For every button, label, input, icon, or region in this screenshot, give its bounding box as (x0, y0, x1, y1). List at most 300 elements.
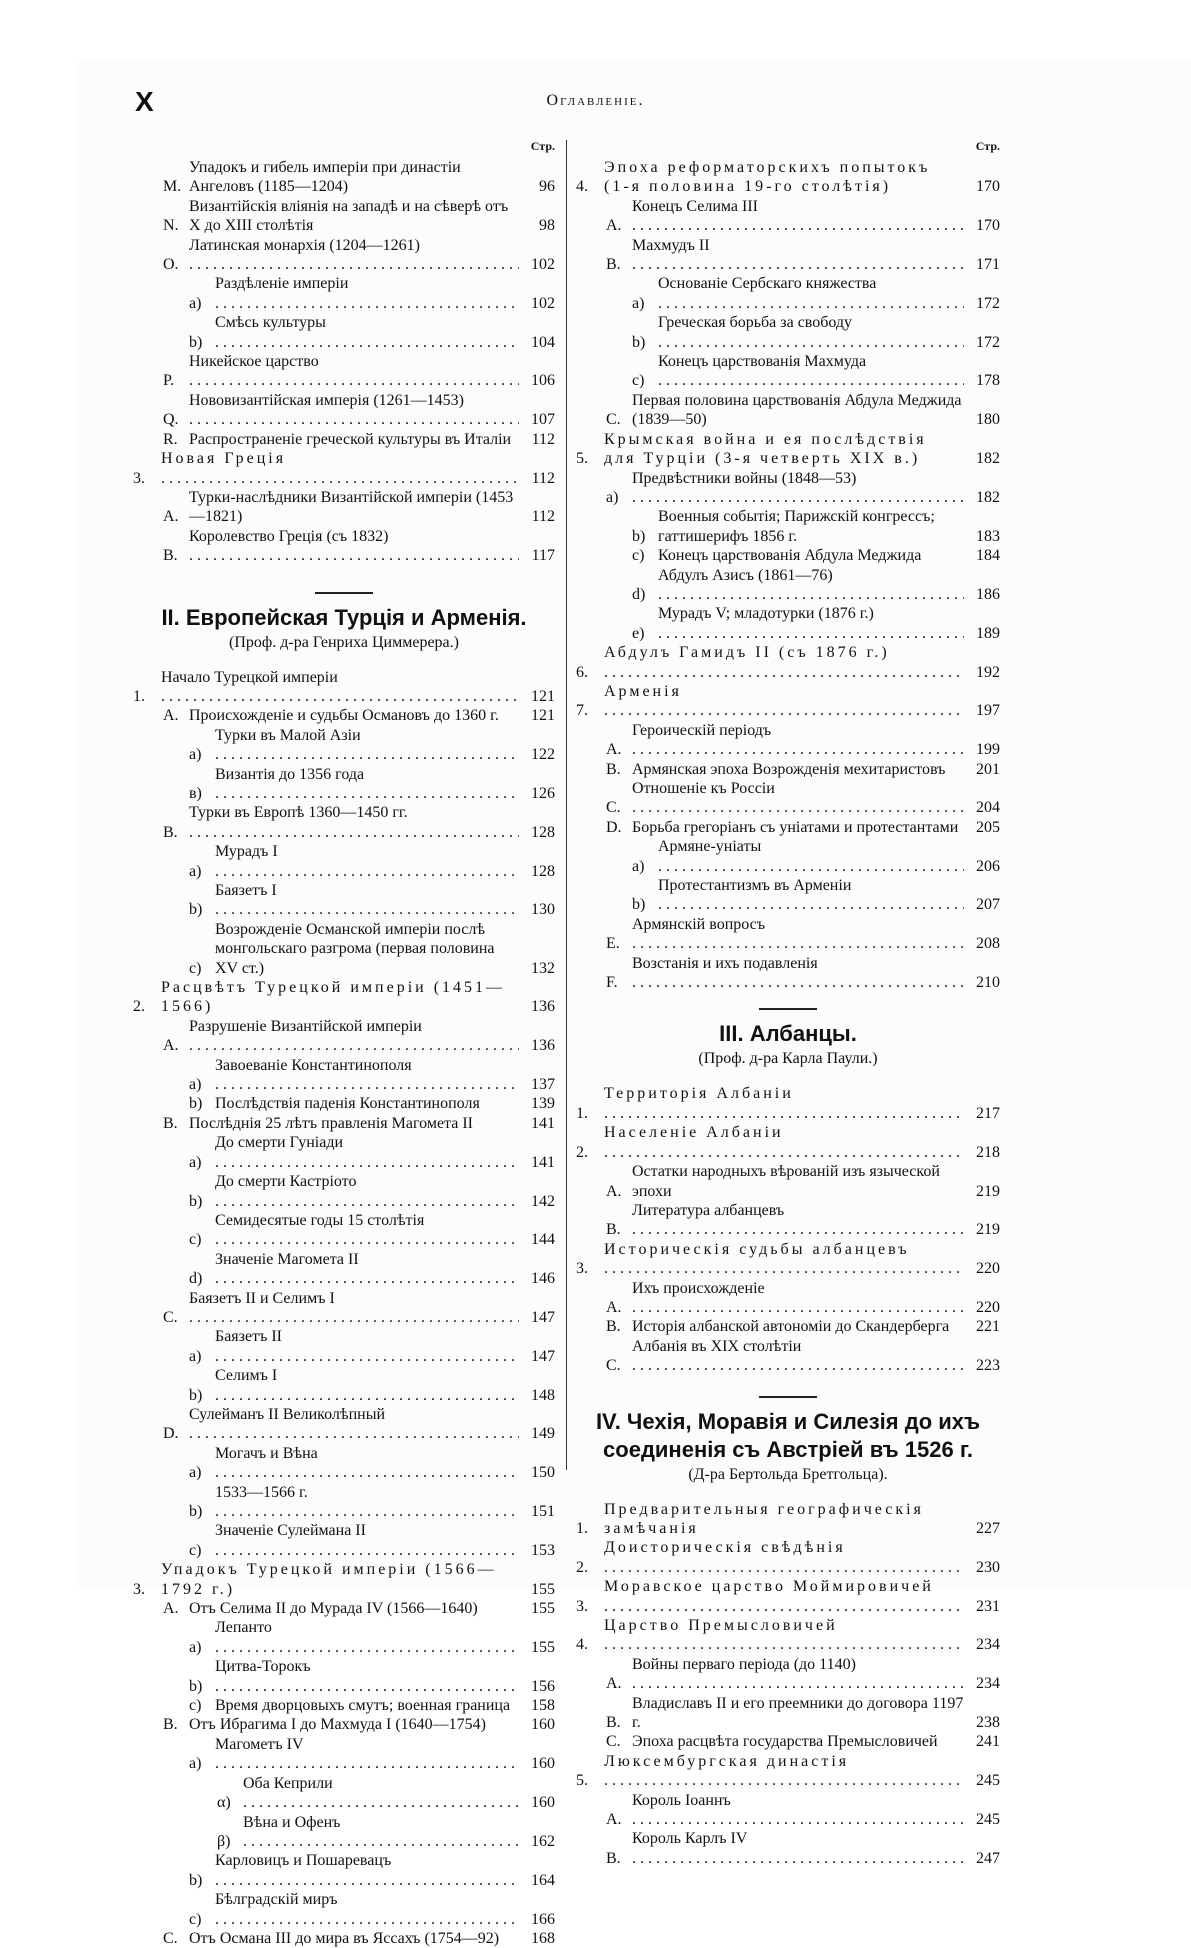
toc-entry (133, 765, 555, 804)
toc-entry-number: 4. (576, 178, 588, 196)
toc-entry-number: a) (189, 1076, 202, 1094)
toc-entry-title: Конецъ царствованія Махмуда (658, 353, 867, 371)
toc-entry-title: Историческія судьбы албанцевъ (604, 1240, 910, 1258)
toc-entry (576, 1791, 1000, 1830)
toc-entry-page: 230 (976, 1558, 1000, 1576)
toc-entry-number: B. (606, 256, 621, 274)
toc-entry-number: B. (163, 1114, 178, 1132)
toc-entry (133, 1211, 555, 1250)
toc-entry-page: 104 (531, 333, 555, 351)
toc-entry-page: 247 (976, 1849, 1000, 1867)
section-heading-ii: II. Европейская Турція и Арменія. (161, 604, 527, 630)
toc-entry-title: Литература албанцевъ (632, 1201, 785, 1219)
toc-entry-number: P. (163, 372, 175, 390)
toc-entry-number: C. (606, 1733, 621, 1751)
toc-entry-number: C. (606, 411, 621, 429)
toc-entry-title: Сулейманъ II Великолѣпный (189, 1405, 386, 1423)
toc-entry-title: Населеніе Албаніи (604, 1124, 784, 1142)
toc-entry-page: 155 (531, 1638, 555, 1656)
toc-entry (133, 1735, 555, 1774)
toc-entry-page: 234 (976, 1636, 1000, 1654)
toc-entry-title: Предвѣстники войны (1848—53) (632, 469, 857, 487)
toc-entry-number: B. (163, 1716, 178, 1734)
toc-entry (133, 1599, 555, 1618)
toc-entry (576, 1084, 1000, 1123)
section-rule (315, 592, 373, 594)
toc-entry-number: B. (606, 760, 621, 778)
toc-entry-title: Махмудъ II (632, 236, 710, 254)
toc-entry-page: 132 (531, 959, 555, 977)
toc-entry-number: d) (189, 1270, 203, 1288)
toc-entry-title: Отъ Османа III до мира въ Яссахъ (1754—92) (189, 1929, 500, 1947)
toc-entry-page: 106 (531, 372, 555, 390)
toc-entry-page: 156 (531, 1677, 555, 1695)
toc-entry-page: 146 (531, 1270, 555, 1288)
toc-entry-page: 180 (976, 411, 1000, 429)
toc-entry-page: 241 (976, 1733, 1000, 1751)
toc-entry-title: Раздѣленіе имперіи (215, 275, 349, 293)
section-rule (759, 1396, 817, 1398)
toc-entry-title: Крымская война и ея послѣдствія для Турціи (3-я четверть XIX в.) (604, 430, 927, 468)
toc-entry-page: 223 (976, 1357, 1000, 1375)
toc-entry (576, 1829, 1000, 1868)
toc-entry (576, 469, 1000, 508)
toc-entry-page: 148 (531, 1386, 555, 1404)
toc-entry-number: d) (632, 585, 646, 603)
toc-entry-page: 122 (531, 746, 555, 764)
toc-entry-title: Армяне-уніаты (658, 838, 762, 856)
toc-entry-number: b) (632, 333, 646, 351)
toc-entry (576, 1279, 1000, 1318)
toc-entry-number: b) (189, 1503, 203, 1520)
toc-list-left-bottom (133, 668, 555, 1948)
right-column (576, 134, 1000, 1868)
toc-entry (576, 352, 1000, 391)
toc-entry-page: 141 (531, 1114, 555, 1132)
toc-entry-page: 234 (976, 1675, 1000, 1693)
toc-entry-number: A. (163, 508, 179, 526)
toc-entry (133, 706, 555, 725)
toc-entry-number: c) (632, 547, 645, 565)
toc-entry-number: c) (189, 959, 202, 977)
toc-list-left-top (133, 158, 555, 566)
toc-entry (576, 1577, 1000, 1616)
toc-entry-title: Новая Греція (161, 450, 287, 468)
toc-entry (576, 430, 1000, 469)
toc-entry-title: Карловицъ и Пошаревацъ (215, 1852, 392, 1870)
toc-entry-page: 189 (976, 624, 1000, 642)
toc-entry-title: Ихъ происхожденіе (632, 1279, 765, 1297)
toc-entry (133, 1250, 555, 1289)
toc-entry-title: Королевство Греція (съ 1832) (189, 527, 389, 545)
toc-entry (133, 920, 555, 978)
toc-entry-number: F. (606, 974, 618, 992)
toc-entry-page: 112 (531, 469, 555, 487)
toc-entry-title: Войны перваго періода (до 1140) (632, 1655, 856, 1673)
toc-entry-title: Остатки народныхъ вѣрованій изъ языческой эпохи (632, 1163, 940, 1200)
toc-list-right-mid (576, 1084, 1000, 1375)
toc-entry-page: 210 (976, 974, 1000, 992)
toc-entry-number: a) (189, 1153, 202, 1171)
toc-entry (133, 488, 555, 527)
toc-entry-page: 112 (531, 508, 555, 526)
toc-entry (576, 236, 1000, 275)
toc-entry-number: b) (189, 1871, 203, 1889)
toc-entry-title: Отъ Ибрагима I до Махмуда I (1640—1754) (189, 1716, 486, 1734)
toc-entry-title: Баязетъ I (215, 882, 277, 899)
toc-entry (576, 1655, 1000, 1694)
toc-entry-page: 220 (976, 1260, 1000, 1278)
toc-entry (133, 1017, 555, 1056)
toc-entry-page: 136 (531, 998, 555, 1016)
toc-entry-number: B. (606, 1714, 621, 1732)
toc-entry-number: A. (163, 1037, 179, 1055)
toc-entry-title: Отъ Селима II до Мурада IV (1566—1640) (189, 1600, 478, 1618)
toc-entry-number: a) (189, 1347, 202, 1365)
toc-entry-title: Цитва-Торокъ (215, 1658, 311, 1676)
toc-entry-number: 1. (576, 1519, 588, 1537)
toc-entry (576, 1123, 1000, 1162)
toc-entry-title: Основаніе Сербскаго княжества (658, 275, 877, 293)
toc-entry-page: 205 (976, 818, 1000, 836)
toc-entry-page: 128 (531, 823, 555, 841)
toc-entry (133, 881, 555, 920)
toc-entry-page: 151 (531, 1503, 555, 1520)
toc-entry-page: 137 (531, 1076, 555, 1094)
toc-entry-title: Албанія въ XIX столѣтіи (632, 1337, 802, 1355)
toc-entry-page: 201 (976, 760, 1000, 778)
toc-entry-number: a) (189, 1464, 202, 1482)
toc-entry-number: A. (606, 217, 622, 235)
toc-entry (576, 274, 1000, 313)
toc-entry-number: 2. (576, 1143, 588, 1161)
toc-entry-title: Послѣднія 25 лѣтъ правленія Магомета II (189, 1114, 473, 1132)
toc-entry-number: a) (189, 1755, 202, 1773)
toc-entry-page: 231 (976, 1597, 1000, 1615)
toc-entry-title: Значеніе Магомета II (215, 1250, 359, 1268)
toc-entry-page: 192 (976, 663, 1000, 681)
toc-entry-page: 172 (976, 294, 1000, 312)
toc-entry (133, 1774, 555, 1813)
toc-entry (133, 1929, 555, 1948)
toc-entry-number: a) (189, 746, 202, 764)
toc-entry (133, 1521, 555, 1560)
toc-entry-page: 182 (976, 488, 1000, 506)
toc-entry-number: 1. (576, 1104, 588, 1122)
toc-entry (576, 158, 1000, 197)
toc-entry (133, 842, 555, 881)
toc-entry-number: A. (163, 1600, 179, 1618)
toc-entry-page: 141 (531, 1153, 555, 1171)
toc-entry-number: R. (163, 430, 178, 448)
toc-entry (133, 430, 555, 449)
toc-entry-page: 183 (976, 527, 1000, 545)
toc-entry (133, 1289, 555, 1328)
toc-entry-number: b) (632, 527, 646, 545)
toc-entry-page: 186 (976, 585, 1000, 603)
toc-entry-number: A. (606, 1811, 622, 1829)
toc-entry-page: 170 (976, 178, 1000, 196)
toc-entry-title: Моравское царство Моймировичей (604, 1578, 934, 1596)
toc-entry-title: Греческая борьба за свободу (658, 314, 853, 332)
toc-entry (133, 274, 555, 313)
toc-entry-title: Эпоха расцвѣта государства Премысловичей (632, 1733, 938, 1751)
toc-entry-title: Турки-наслѣдники Византійской имперіи (1453—1821) (189, 488, 514, 526)
toc-entry-page: 218 (976, 1143, 1000, 1161)
toc-entry (576, 643, 1000, 682)
toc-entry-title: Баязетъ II и Селимъ I (189, 1289, 335, 1307)
section-author-iii: (Проф. д-ра Карла Паули.) (698, 1050, 878, 1068)
toc-entry-number: b) (189, 901, 203, 919)
toc-entry-number: a) (632, 294, 645, 312)
toc-entry (576, 1616, 1000, 1655)
toc-entry-number: c) (189, 1697, 202, 1715)
toc-entry (576, 1337, 1000, 1376)
toc-entry (133, 726, 555, 765)
toc-entry-title: Упадокъ Турецкой имперіи (1566—1792 г.) (161, 1561, 497, 1598)
toc-entry-page: 166 (531, 1910, 555, 1928)
toc-entry-page: 245 (976, 1772, 1000, 1790)
toc-entry-title: Мурадъ I (215, 843, 278, 861)
toc-entry-number: b) (189, 1095, 203, 1113)
toc-entry-title: Могачъ и Вѣна (215, 1444, 318, 1462)
toc-entry-title: Значеніе Сулеймана II (215, 1522, 366, 1540)
toc-entry (133, 1366, 555, 1405)
toc-entry-page: 227 (976, 1519, 1000, 1537)
toc-entry (133, 1133, 555, 1172)
toc-entry-page: 168 (531, 1929, 555, 1947)
toc-entry-page: 219 (976, 1221, 1000, 1239)
toc-entry-number: A. (606, 741, 622, 759)
toc-entry (133, 391, 555, 430)
toc-entry-number: c) (189, 1910, 202, 1928)
toc-entry (576, 566, 1000, 605)
toc-entry (576, 1694, 1000, 1733)
toc-entry-title: Эпоха реформаторскихъ попытокъ (1-я половина 19-го столѣтія) (604, 159, 931, 196)
toc-entry (576, 721, 1000, 760)
toc-entry (576, 1317, 1000, 1336)
toc-entry-number: a) (606, 488, 619, 506)
toc-entry (576, 837, 1000, 876)
toc-entry-number: 3. (133, 469, 145, 487)
toc-entry (576, 546, 1000, 565)
toc-entry-title: Латинская монархія (1204—1261) (189, 236, 420, 254)
section-author-ii: (Проф. д-ра Генриха Циммерера.) (229, 633, 459, 651)
toc-entry-title: До смерти Гуніади (215, 1134, 344, 1152)
page-number-roman: X (135, 86, 155, 117)
toc-entry-number: c) (632, 372, 645, 390)
toc-entry-page: 147 (531, 1308, 555, 1326)
toc-entry-title: Борьба грегоріанъ съ уніатами и протестантами (632, 818, 959, 836)
toc-entry-number: C. (606, 1357, 621, 1375)
toc-entry-title: Оба Кеприли (243, 1774, 333, 1792)
toc-entry-title: Мурадъ V; младотурки (1876 г.) (658, 605, 874, 623)
toc-entry-number: B. (163, 823, 178, 841)
toc-entry-title: Никейское царство (189, 353, 319, 371)
toc-entry-number: B. (606, 1221, 621, 1239)
toc-entry-number: a) (189, 294, 202, 312)
toc-entry-page: 219 (976, 1182, 1000, 1200)
toc-entry-title: Завоеваніе Константинополя (215, 1056, 412, 1074)
toc-entry-title: Семидесятые годы 15 столѣтія (215, 1211, 425, 1229)
toc-entry-title: Послѣдствія паденія Константинополя (215, 1095, 480, 1113)
toc-entry-title: Армянскій вопросъ (632, 915, 766, 933)
toc-entry (576, 1752, 1000, 1791)
toc-entry-title: Начало Турецкой имперіи (161, 668, 338, 686)
toc-entry-title: Упадокъ и гибель имперіи при династіи Ангеловъ (1185—1204) (189, 159, 461, 196)
toc-entry-title: Магометъ IV (215, 1735, 304, 1753)
toc-entry-page: 217 (976, 1104, 1000, 1122)
toc-entry (133, 449, 555, 488)
toc-entry-page: 153 (531, 1541, 555, 1559)
toc-entry-number: Q. (163, 411, 179, 429)
toc-entry-number: 4. (576, 1636, 588, 1654)
toc-entry-page: 164 (531, 1871, 555, 1889)
toc-entry-page: 117 (531, 547, 555, 565)
toc-entry-title: Разрушеніе Византійской имперіи (189, 1017, 422, 1035)
toc-entry-number: O. (163, 256, 179, 274)
toc-entry-number: A. (606, 1298, 622, 1316)
toc-list-right-top (576, 158, 1000, 992)
toc-entry-number: a) (632, 857, 645, 875)
toc-entry-number: 3. (133, 1580, 145, 1598)
toc-entry-title: Территорія Албаніи (604, 1085, 794, 1103)
toc-entry-page: 96 (539, 178, 555, 196)
toc-entry-page: 204 (976, 799, 1000, 817)
toc-entry (133, 527, 555, 566)
column-divider (566, 140, 567, 1470)
toc-entry (576, 197, 1000, 236)
toc-entry-page: 178 (976, 372, 1000, 390)
toc-entry-number: 7. (576, 702, 588, 720)
toc-entry-number: β) (217, 1832, 231, 1850)
toc-entry-page: 172 (976, 333, 1000, 351)
toc-entry-number: B. (606, 1849, 621, 1867)
toc-entry (133, 352, 555, 391)
toc-entry-title: Отношеніе къ Россіи (632, 780, 775, 797)
toc-entry-title: Арменія (604, 682, 682, 700)
toc-entry-number: b) (189, 1677, 203, 1695)
toc-entry-page: 170 (976, 217, 1000, 235)
toc-entry-number: C. (163, 1308, 178, 1326)
toc-entry (576, 313, 1000, 352)
toc-entry-page: 98 (539, 217, 555, 235)
toc-entry-page: 126 (531, 784, 555, 802)
toc-entry (133, 1483, 555, 1522)
toc-entry (576, 507, 1000, 546)
toc-entry (133, 236, 555, 275)
toc-entry-number: e) (632, 624, 645, 642)
toc-entry-page: 160 (531, 1716, 555, 1734)
toc-entry-title: Конецъ царствованія Абдула Меджида (658, 547, 922, 565)
toc-entry-page: 155 (531, 1600, 555, 1618)
toc-entry-page: 206 (976, 857, 1000, 875)
toc-entry-title: Король Іоаннъ (632, 1791, 731, 1809)
toc-entry (576, 954, 1000, 993)
toc-entry (133, 668, 555, 707)
toc-entry-page: 147 (531, 1347, 555, 1365)
toc-entry (576, 779, 1000, 818)
toc-entry-number: 3. (576, 1260, 588, 1278)
toc-entry (576, 682, 1000, 721)
toc-entry (133, 1094, 555, 1113)
toc-entry-page: 199 (976, 741, 1000, 759)
toc-entry-number: 1. (133, 687, 145, 705)
toc-entry (133, 1056, 555, 1095)
toc-entry-page: 144 (531, 1231, 555, 1249)
toc-entry-number: A. (163, 707, 179, 725)
toc-entry-title: Смѣсь культуры (215, 314, 326, 332)
toc-entry (576, 604, 1000, 643)
toc-entry-title: Исторія албанской автономіи до Скандерберга (632, 1318, 950, 1336)
toc-entry-page: 171 (976, 256, 1000, 274)
toc-entry-title: Возстанія и ихъ подавленія (632, 954, 818, 972)
toc-entry-title: Военныя событія; Парижскій конгрессъ; гаттишерифъ 1856 г. (658, 508, 935, 545)
toc-entry (576, 1240, 1000, 1279)
toc-entry-number: b) (632, 896, 646, 914)
toc-entry-page: 128 (531, 862, 555, 880)
toc-entry-page: 160 (531, 1755, 555, 1773)
toc-entry-title: Турки въ Малой Азіи (215, 726, 361, 744)
section-rule (759, 1008, 817, 1010)
toc-entry-title: Король Карлъ IV (632, 1830, 748, 1848)
toc-entry-number: E. (606, 935, 620, 953)
toc-entry-number: A. (606, 1675, 622, 1693)
toc-entry (133, 1444, 555, 1483)
toc-entry-title: Владиславъ II и его преемники до договора 1197 г. (632, 1694, 964, 1732)
section-author-iv: (Д-ра Бертольда Бретгольца). (688, 1465, 888, 1483)
left-column (133, 134, 555, 1948)
toc-entry-page: 102 (531, 294, 555, 312)
toc-entry (133, 1405, 555, 1444)
toc-entry-title: Лепанто (215, 1619, 272, 1637)
toc-entry-number: b) (189, 1192, 203, 1210)
toc-entry (576, 1162, 1000, 1201)
toc-entry-number: 3. (576, 1597, 588, 1615)
toc-entry (133, 1851, 555, 1890)
toc-entry-title: Протестантизмъ въ Арменіи (658, 877, 852, 895)
page-column-header: Стр. (975, 139, 1000, 153)
toc-entry (133, 803, 555, 842)
toc-entry-title: Бѣлградскій миръ (215, 1891, 338, 1909)
toc-entry (576, 760, 1000, 779)
toc-entry-number: B. (606, 1318, 621, 1336)
toc-entry-number: 6. (576, 663, 588, 681)
toc-entry-page: 150 (531, 1464, 555, 1482)
toc-entry-page: 155 (531, 1580, 555, 1598)
toc-entry (133, 197, 555, 236)
toc-entry-page: 221 (976, 1318, 1000, 1336)
toc-entry-title: Вѣна и Офенъ (243, 1813, 341, 1831)
toc-entry (133, 1114, 555, 1133)
toc-entry-number: N. (163, 217, 179, 235)
toc-entry (133, 1172, 555, 1211)
toc-entry (576, 1538, 1000, 1577)
toc-entry-number: D. (606, 818, 622, 836)
toc-entry-title: До смерти Кастріото (215, 1173, 357, 1191)
toc-entry (133, 1715, 555, 1734)
toc-entry-number: в) (189, 784, 202, 802)
toc-entry-page: 220 (976, 1298, 1000, 1316)
toc-entry-title: Доисторическія свѣдѣнія (604, 1539, 846, 1557)
toc-entry (576, 915, 1000, 954)
toc-entry (576, 1201, 1000, 1240)
toc-entry-number: c) (189, 1541, 202, 1559)
toc-entry-page: 184 (976, 547, 1000, 565)
toc-entry-title: Нововизантійская имперія (1261—1453) (189, 391, 465, 409)
toc-entry (576, 1500, 1000, 1539)
toc-entry-page: 162 (531, 1832, 555, 1850)
